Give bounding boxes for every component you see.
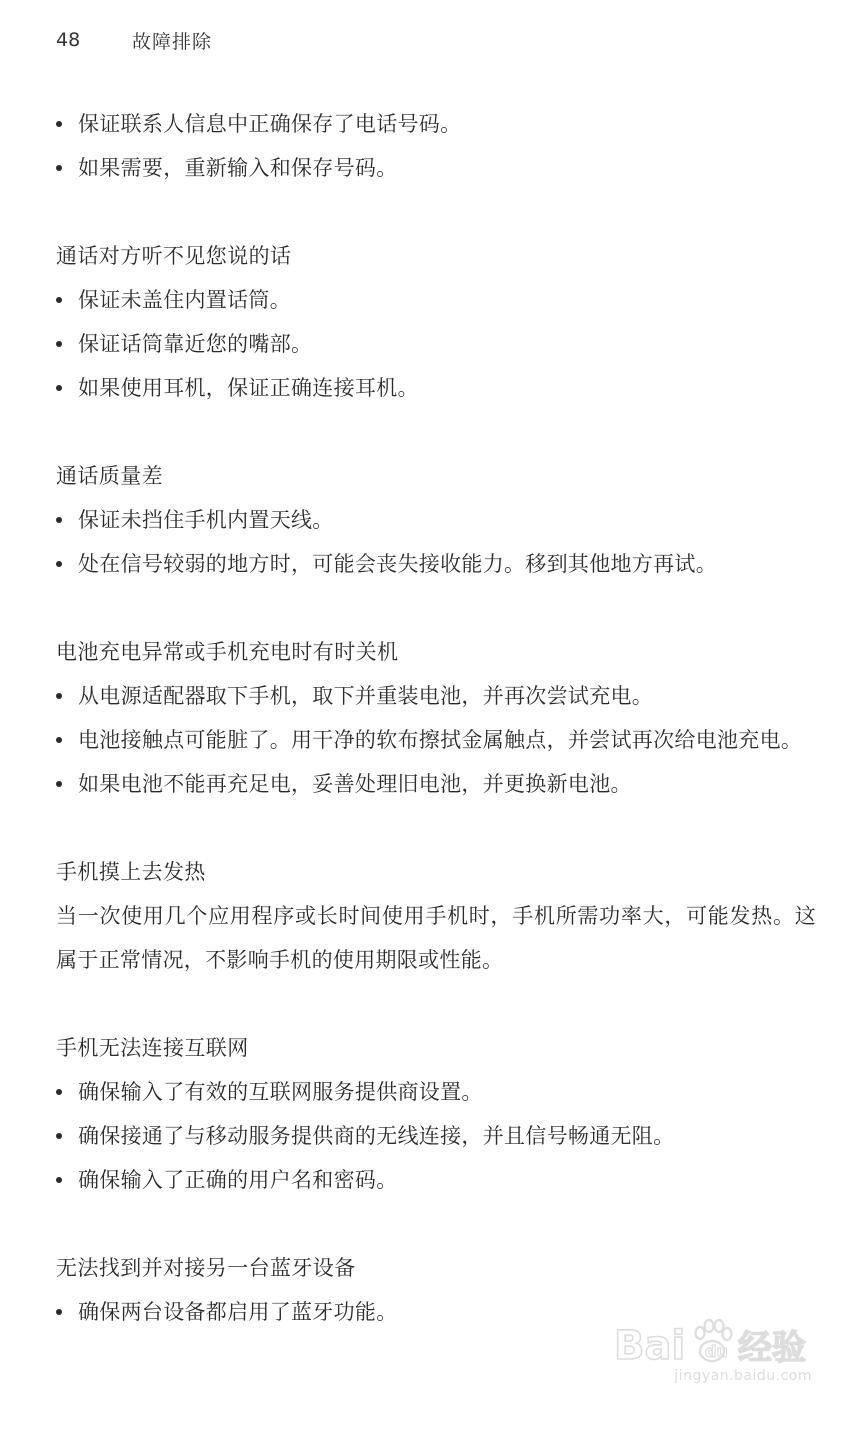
- bullet-dot-icon: [56, 1309, 62, 1315]
- section-title: 通话对方听不见您说的话: [56, 244, 292, 268]
- section-internet-connection: [56, 1026, 816, 1202]
- bullet-dot-icon: [56, 297, 62, 303]
- svg-text:du: du: [705, 1342, 728, 1361]
- bullet-text: 确保两台设备都启用了蓝牙功能。: [78, 1300, 398, 1324]
- bullet-dot-icon: [56, 693, 62, 699]
- bullet-dot-icon: [56, 385, 62, 391]
- bullet-dot-icon: [56, 737, 62, 743]
- svg-text:Bai: Bai: [614, 1323, 686, 1369]
- bullet-dot-icon: [56, 561, 62, 567]
- bullet-text: 保证联系人信息中正确保存了电话号码。: [78, 112, 462, 136]
- bullet-item: [56, 1070, 816, 1114]
- section-title: 无法找到并对接另一台蓝牙设备: [56, 1256, 356, 1280]
- bullet-text: 保证未盖住内置话筒。: [78, 288, 291, 312]
- bullet-item: [56, 146, 816, 190]
- bullet-dot-icon: [56, 341, 62, 347]
- bullet-list: [56, 1070, 816, 1202]
- bullet-item: [56, 322, 816, 366]
- bullet-list: [56, 498, 816, 586]
- bullet-text: 处在信号较弱的地方时，可能会丧失接收能力。移到其他地方再试。: [78, 552, 717, 576]
- bullet-item: [56, 498, 816, 542]
- section-paragraph: 当一次使用几个应用程序或长时间使用手机时，手机所需功率大，可能发热。这属于正常情况，不影响手机的使用期限或性能。: [56, 904, 816, 972]
- bullet-list: [56, 674, 816, 806]
- bullet-item: [56, 102, 816, 146]
- svg-text:经验: 经验: [738, 1328, 806, 1368]
- page-header: [56, 26, 212, 54]
- bullet-list: [56, 102, 816, 190]
- section-callee-cannot-hear: [56, 234, 816, 410]
- baidu-jingyan-watermark: [612, 1311, 812, 1391]
- bullet-item: [56, 278, 816, 322]
- section-title: 通话质量差: [56, 464, 163, 488]
- bullet-item: [56, 1158, 816, 1202]
- troubleshooting-content: [56, 102, 816, 1378]
- bullet-text: 如果需要，重新输入和保存号码。: [78, 156, 398, 180]
- section-phone-number: [56, 102, 816, 190]
- bullet-text: 确保输入了有效的互联网服务提供商设置。: [78, 1080, 483, 1104]
- bullet-text: 从电源适配器取下手机，取下并重装电池，并再次尝试充电。: [78, 684, 654, 708]
- section-title: 手机无法连接互联网: [56, 1036, 249, 1060]
- bullet-text: 电池接触点可能脏了。用干净的软布擦拭金属触点，并尝试再次给电池充电。: [78, 728, 803, 752]
- baidu-logo-icon: [612, 1311, 812, 1371]
- bullet-dot-icon: [56, 1089, 62, 1095]
- bullet-text: 确保接通了与移动服务提供商的无线连接，并且信号畅通无阻。: [78, 1124, 675, 1148]
- section-battery-charging: [56, 630, 816, 806]
- bullet-text: 保证未挡住手机内置天线。: [78, 508, 334, 532]
- bullet-item: [56, 542, 816, 586]
- bullet-item: [56, 674, 816, 718]
- bullet-text: 确保输入了正确的用户名和密码。: [78, 1168, 398, 1192]
- bullet-item: [56, 366, 816, 410]
- bullet-item: [56, 762, 816, 806]
- section-poor-call-quality: [56, 454, 816, 586]
- bullet-item: [56, 718, 816, 762]
- section-title: 手机摸上去发热: [56, 860, 206, 884]
- bullet-dot-icon: [56, 1133, 62, 1139]
- bullet-dot-icon: [56, 121, 62, 127]
- watermark-url: jingyan.baidu.com: [674, 1368, 812, 1384]
- chapter-title: 故障排除: [132, 30, 213, 53]
- section-phone-warm: [56, 850, 816, 982]
- bullet-list: [56, 278, 816, 410]
- bullet-dot-icon: [56, 165, 62, 171]
- bullet-text: 保证话筒靠近您的嘴部。: [78, 332, 313, 356]
- bullet-dot-icon: [56, 517, 62, 523]
- section-title: 电池充电异常或手机充电时有时关机: [56, 640, 399, 664]
- bullet-text: 如果使用耳机，保证正确连接耳机。: [78, 376, 419, 400]
- bullet-dot-icon: [56, 1177, 62, 1183]
- bullet-item: [56, 1114, 816, 1158]
- page-number: 48: [56, 29, 81, 51]
- bullet-text: 如果电池不能再充足电，妥善处理旧电池，并更换新电池。: [78, 772, 632, 796]
- bullet-dot-icon: [56, 781, 62, 787]
